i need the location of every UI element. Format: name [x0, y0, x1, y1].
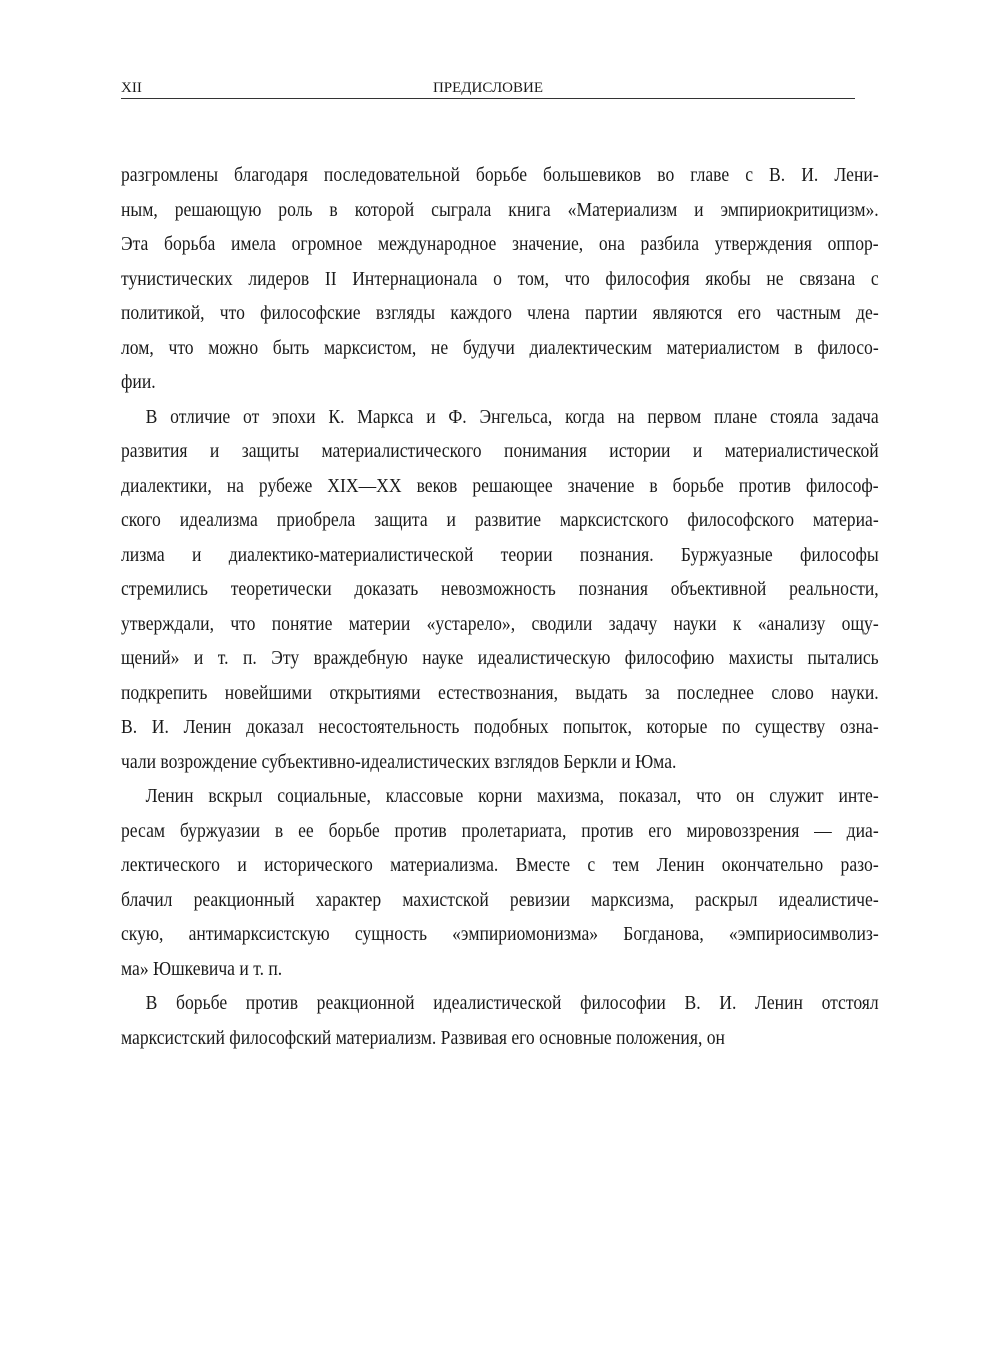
text-line: В борьбе против реакционной идеалистической философии В. И. Ленин отстоял — [145, 992, 879, 1014]
text-line: В отличие от эпохи К. Маркса и Ф. Энгельса, когда на первом плане стояла задача — [145, 405, 879, 428]
text-line: Ленин вскрыл социальные, классовые корни махизма, показал, что он служит инте- — [145, 785, 879, 807]
text-line: ным, решающую роль в которой сыграла книга «Материализм и эмпириокритицизм». — [121, 198, 879, 221]
text-line: утверждали, что понятие материи «устарело», сводили задачу науки к «анализу ощу- — [121, 612, 879, 635]
text-line: лизма и диалектико-материалистической теории познания. Буржуазные философы — [121, 543, 879, 566]
text-line: чали возрождение субъективно-идеалистических взглядов Беркли и Юма. — [121, 750, 677, 773]
text-line: ресам буржуазии в ее борьбе против пролетариата, против его мировоззрения — диа- — [121, 819, 879, 842]
running-title: ПРЕДИСЛОВИЕ — [432, 80, 544, 96]
text-line: марксистский философский материализм. Развивая его основные положения, он — [121, 1026, 725, 1049]
text-line: развития и защиты материалистического понимания истории и материалистической — [121, 440, 879, 462]
page-number: XII — [121, 80, 142, 96]
text-line: тунистических лидеров II Интернационала о том, что философия якобы не связана с — [121, 267, 879, 290]
text-line: скую, антимарксистскую сущность «эмпириомонизма» Богданова, «эмпириосимволиз- — [121, 923, 879, 945]
text-line: ского идеализма приобрела защита и развитие марксистского философского материа- — [121, 509, 879, 531]
text-line: лом, что можно быть марксистом, не будучи диалектическим материалистом в филосо- — [121, 336, 879, 359]
text-line: подкрепить новейшими открытиями естествознания, выдать за последнее слово науки. — [121, 681, 879, 704]
text-line: ма» Юшкевича и т. п. — [121, 957, 283, 980]
text-line: лектического и исторического материализма. Вместе с тем Ленин окончательно разо- — [121, 854, 879, 876]
text-line: В. И. Ленин доказал несостоятельность подобных попыток, которые по существу озна- — [121, 716, 879, 738]
text-line: щений» и т. п. Эту враждебную науке идеалистическую философию махисты пытались — [121, 647, 879, 669]
text-line: разгромлены благодаря последовательной борьбе большевиков во главе с В. И. Лени- — [121, 164, 879, 186]
text-line: Эта борьба имела огромное международное значение, она разбила утверждения оппор- — [121, 233, 879, 255]
text-line: фии. — [121, 371, 156, 393]
text-line: стремились теоретически доказать невозможность познания объективной реальности, — [121, 578, 879, 600]
text-line: блачил реакционный характер махистской ревизии марксизма, раскрыл идеалистиче- — [121, 888, 879, 911]
running-header — [121, 80, 855, 99]
text-line: диалектики, на рубеже XIX—XX веков решающее значение в борьбе против философ- — [121, 474, 879, 497]
text-line: политикой, что философские взгляды каждого члена партии являются его частным де- — [121, 302, 879, 324]
page-body — [121, 158, 879, 1055]
